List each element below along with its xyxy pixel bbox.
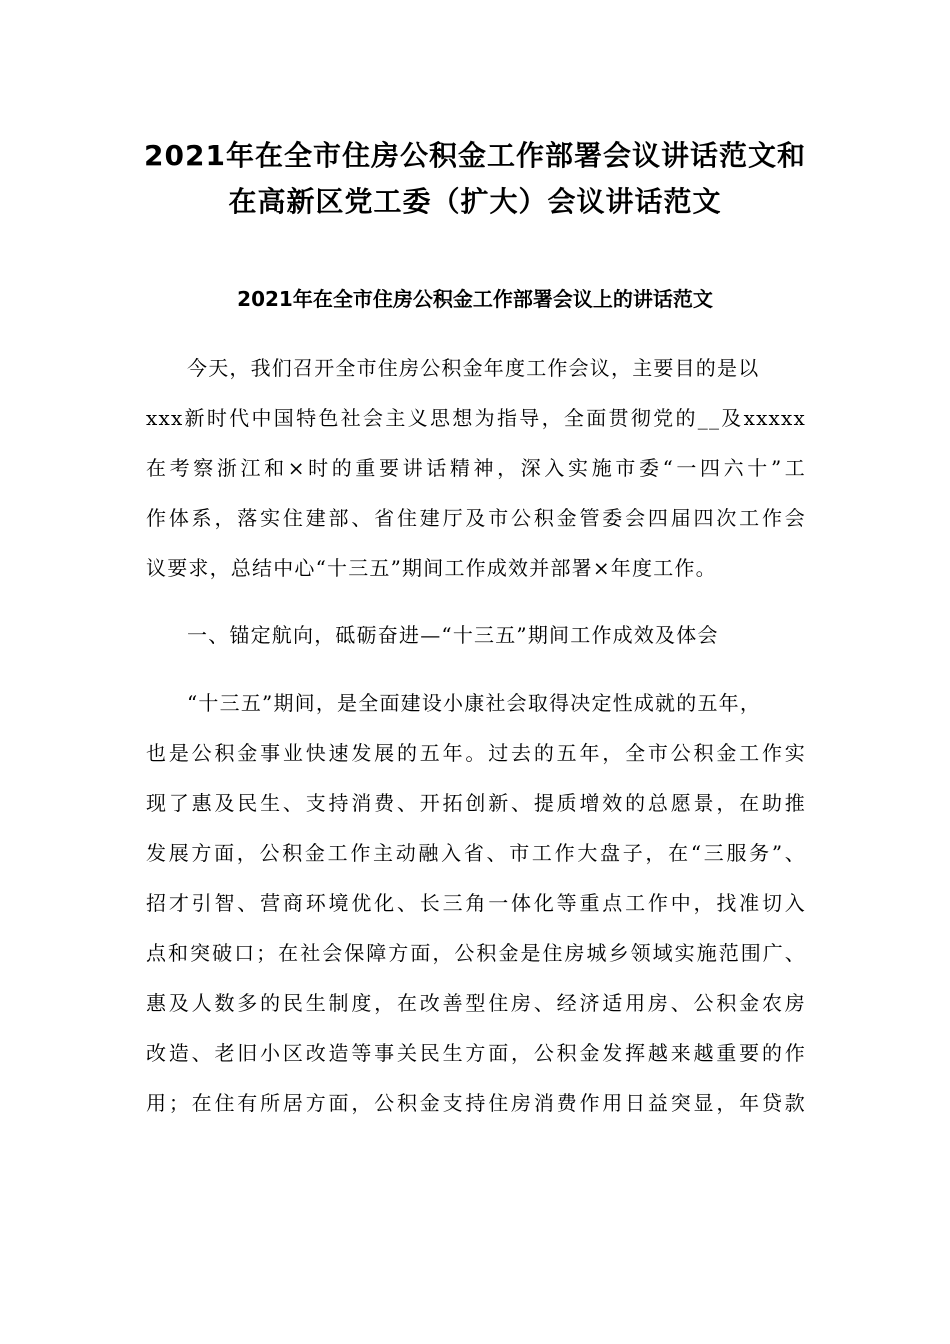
document-title-line-2: 在高新区党工委（扩大）会议讲话范文 [228,185,722,218]
paragraph-2-line-7: 惠及人数多的民生制度，在改善型住房、经济适用房、公积金农房 [146,991,806,1015]
paragraph-2-line-3: 现了惠及民生、支持消费、开拓创新、提质增效的总愿景，在助推 [146,791,806,815]
section-title: 2021年在全市住房公积金工作部署会议上的讲话范文 [237,287,713,311]
paragraph-2-line-9: 用；在住有所居方面，公积金支持住房消费作用日益突显，年贷款 [146,1091,806,1115]
paragraph-1-line-1: 今天，我们召开全市住房公积金年度工作会议，主要目的是以 [187,356,760,380]
paragraph-2-line-1: “十三五”期间，是全面建设小康社会取得决定性成就的五年， [187,691,762,715]
paragraph-2-line-8: 改造、老旧小区改造等事关民生方面，公积金发挥越来越重要的作 [146,1041,806,1065]
paragraph-1-line-4: 作体系，落实住建部、省住建厅及市公积金管委会四届四次工作会 [146,506,806,530]
paragraph-2-line-4: 发展方面，公积金工作主动融入省、市工作大盘子，在“三服务”、 [146,841,806,865]
document-title-line-1: 2021年在全市住房公积金工作部署会议讲话范文和 [144,139,806,172]
paragraph-1-line-3: 在考察浙江和×时的重要讲话精神，深入实施市委“一四六十”工 [146,456,806,480]
heading-1: 一、锚定航向，砥砺奋进—“十三五”期间工作成效及体会 [187,623,719,647]
paragraph-2-line-2: 也是公积金事业快速发展的五年。过去的五年，全市公积金工作实 [146,741,806,765]
paragraph-1-line-5: 议要求，总结中心“十三五”期间工作成效并部署×年度工作。 [146,556,717,580]
paragraph-2-line-5: 招才引智、营商环境优化、长三角一体化等重点工作中，找准切入 [146,891,806,915]
paragraph-2-line-6: 点和突破口；在社会保障方面，公积金是住房城乡领域实施范围广、 [146,941,806,965]
paragraph-1-line-2: xxx新时代中国特色社会主义思想为指导，全面贯彻党的__及xxxxx [146,406,806,430]
